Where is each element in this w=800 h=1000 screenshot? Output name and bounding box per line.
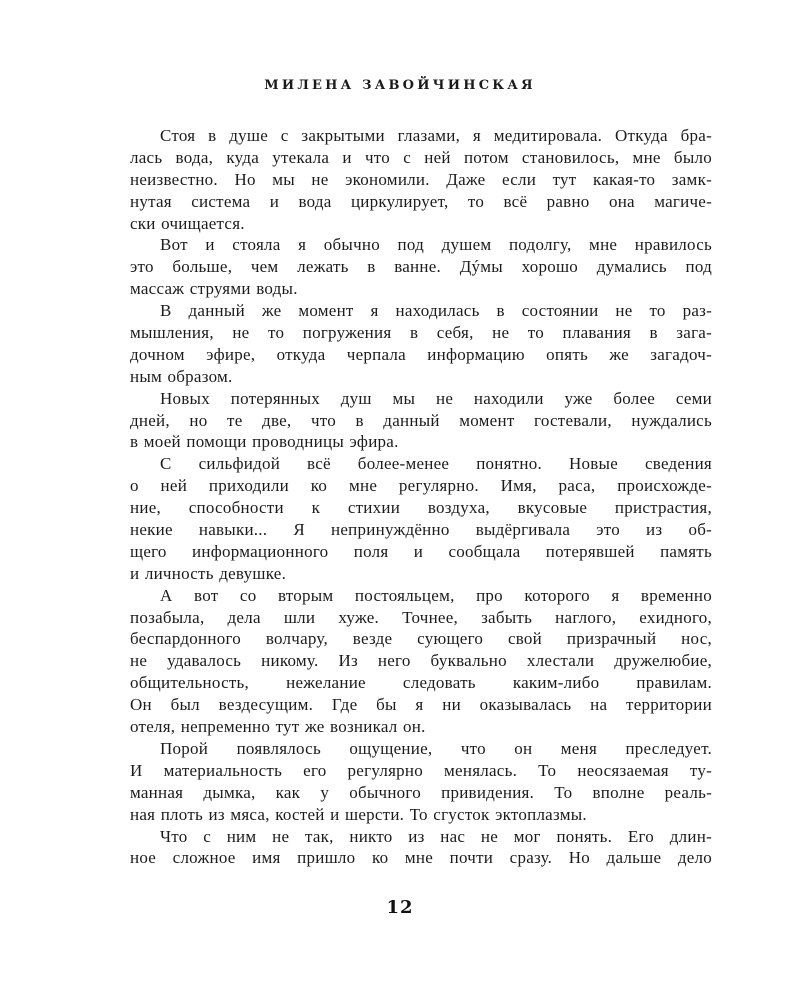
text-line: беспардонного волчару, везде сующего свой призрачный нос,	[130, 629, 712, 649]
paragraph	[130, 453, 712, 584]
text-line: это больше, чем лежать в ванне. Дýмы хорошо думались под	[130, 257, 712, 277]
text-line: лась вода, куда утекала и что с ней потом становилось, мне было	[130, 147, 712, 167]
text-line: мышления, не то погружения в себя, не то плавания в зага-	[130, 323, 712, 343]
text-line: Вот и стояла я обычно под душем подолгу, мне нравилось	[160, 235, 712, 255]
text-line: позабыла, дела шли хуже. Точнее, забыть наглого, ехидного,	[130, 607, 712, 627]
text-line: Новых потерянных душ мы не находили уже более семи	[160, 388, 712, 408]
body-text	[130, 125, 712, 869]
text-line: И материальность его регулярно менялась. То неосязаемая ту-	[130, 760, 712, 780]
text-line: Порой появлялось ощущение, что он меня преследует.	[160, 738, 712, 758]
text-line: дней, но те две, что в данный момент гостевали, нуждались	[130, 410, 712, 430]
page-number: 12	[386, 897, 414, 918]
text-line: Он был вездесущим. Где бы я ни оказывалась на территории	[130, 695, 712, 715]
text-line: А вот со вторым постояльцем, про которого я временно	[160, 585, 712, 605]
paragraph	[130, 585, 712, 738]
text-line: ски очищается.	[130, 213, 245, 233]
text-line: не удавалось никому. Из него буквально хлестали дружелюбие,	[130, 651, 712, 671]
text-line: и личность девушке.	[130, 563, 287, 583]
text-line: неизвестно. Но мы не экономили. Даже если тут какая-то замк-	[130, 169, 712, 189]
text-line: ным образом.	[130, 366, 233, 386]
paragraph	[130, 300, 712, 388]
paragraph	[130, 234, 712, 300]
text-line: нутая система и вода циркулирует, то всё равно она магиче-	[130, 191, 712, 211]
text-line: в моей помощи проводницы эфира.	[130, 432, 399, 452]
text-line: общительность, нежелание следовать каким-либо правилам.	[130, 673, 712, 693]
text-line: ное сложное имя пришло ко мне почти сразу. Но дальше дело	[130, 848, 712, 868]
text-line: о ней приходили ко мне регулярно. Имя, раса, происхожде-	[130, 476, 712, 496]
text-line: С сильфидой всё более-менее понятно. Новые сведения	[160, 454, 712, 474]
text-line: манная дымка, как у обычного привидения. То вполне реаль-	[130, 782, 712, 802]
paragraph	[130, 826, 712, 870]
text-line: ная плоть из мяса, костей и шерсти. То сгусток эктоплазмы.	[130, 804, 587, 824]
paragraph	[130, 388, 712, 454]
text-line: отеля, непременно тут же возникал он.	[130, 717, 426, 737]
text-line: щего информационного поля и сообщала потерявшей память	[130, 541, 712, 561]
text-line: некие навыки... Я непринуждённо выдёргивала это из об-	[130, 520, 712, 540]
text-line: Стоя в душе с закрытыми глазами, я медитировала. Откуда бра-	[160, 126, 712, 145]
text-line: дочном эфире, откуда черпала информацию опять же загадоч-	[130, 344, 712, 364]
text-line: Что с ним не так, никто из нас не мог понять. Его длин-	[160, 826, 712, 846]
paragraph	[130, 125, 712, 234]
text-line: массаж струями воды.	[130, 279, 298, 299]
paragraph	[130, 738, 712, 826]
text-line: ние, способности к стихии воздуха, вкусовые пристрастия,	[130, 498, 712, 518]
text-line: В данный же момент я находилась в состоянии не то раз-	[160, 301, 712, 321]
running-header: МИЛЕНА ЗАВОЙЧИНСКАЯ	[264, 78, 536, 93]
